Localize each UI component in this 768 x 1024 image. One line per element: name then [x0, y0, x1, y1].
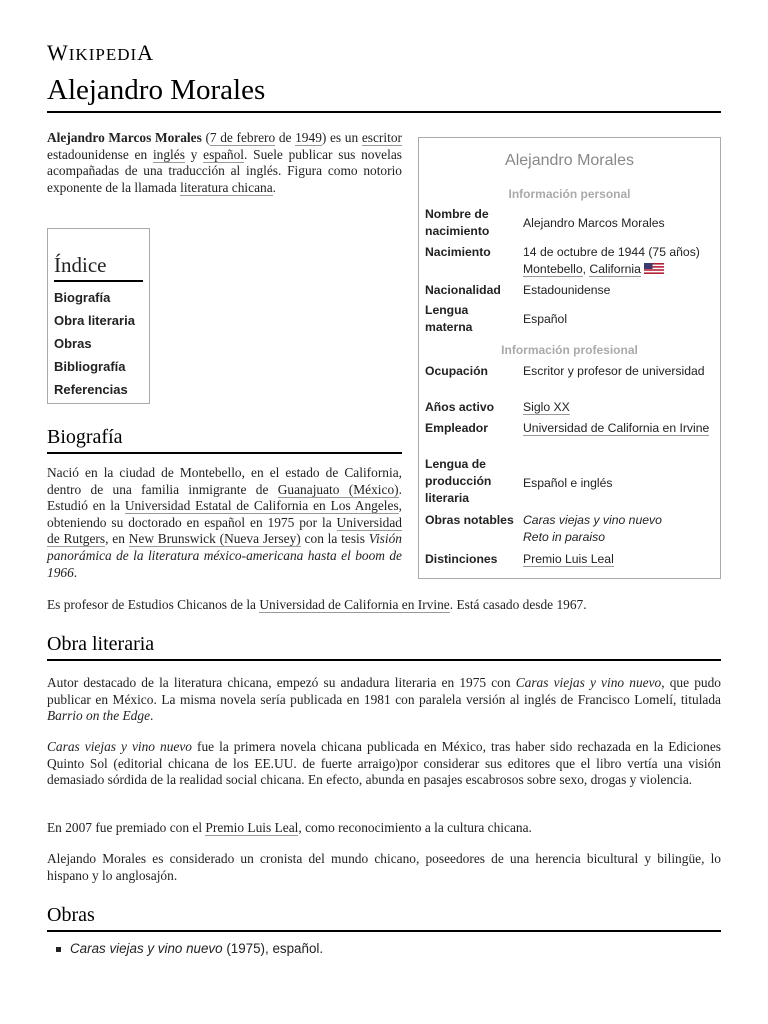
list-item: Caras viejas y vino nuevo (1975), español.	[56, 940, 716, 958]
infobox-label-occupation: Ocupación	[425, 364, 488, 378]
infobox-value-employer	[523, 420, 718, 437]
us-flag-icon	[644, 262, 664, 273]
works-list	[56, 940, 716, 958]
toc-item-biografia[interactable]: Biografía	[54, 290, 111, 305]
infobox	[418, 137, 721, 579]
uc-irvine-link[interactable]: Universidad de California en Irvine	[259, 597, 450, 612]
infobox-header-professional: Información profesional	[501, 343, 638, 357]
infobox-label-nationality: Nacionalidad	[425, 283, 501, 297]
birth-year-link[interactable]: 1949	[295, 130, 322, 145]
section-heading-obra-literaria: Obra literaria	[47, 633, 721, 661]
infobox-value-birth: 14 de octubre de 1944 (75 años) Montebello, California	[523, 245, 700, 276]
toc-item-referencias[interactable]: Referencias	[54, 382, 128, 397]
toc-item-obra-literaria[interactable]: Obra literaria	[54, 313, 135, 328]
table-of-contents	[47, 228, 150, 404]
infobox-label-birth-name: Nombre de nacimiento	[425, 207, 490, 238]
biography-paragraph: Nació en la ciudad de Montebello, en el estado de California, dentro de una familia inmigrante de Guanajuato (México). Estudió en la Universidad Estatal de California en Los Angeles, obteniendo su doctorado en español en 1975 por la Universidad de Rutgers, en New Brunswick (Nueva Jersey) con la tesis Visión panorámica de la literatura méxico-americana hasta el boom de 1966.	[47, 465, 403, 580]
infobox-value-production-language: Español e inglés	[523, 476, 613, 490]
birth-date-link[interactable]: 7 de febrero	[209, 130, 276, 145]
infobox-title: Alejandro Morales	[505, 152, 634, 169]
biography-paragraph-2: Es profesor de Estudios Chicanos de la Universidad de California en Irvine. Está casado desde 1967.	[47, 597, 587, 612]
award-link[interactable]: Premio Luis Leal	[523, 552, 614, 566]
writer-link[interactable]: escritor	[361, 130, 402, 145]
section-heading-obras: Obras	[47, 904, 721, 932]
montebello-link[interactable]: Montebello	[523, 262, 583, 276]
chicano-literature-link[interactable]: literatura chicana	[180, 179, 273, 195]
wikipedia-logo[interactable]: WIKIPEDIA	[47, 40, 155, 65]
california-link[interactable]: California	[589, 262, 641, 276]
infobox-label-notable-works: Obras notables	[425, 513, 514, 527]
infobox-header-personal: Información personal	[508, 187, 631, 201]
infobox-value-birth-name: Alejandro Marcos Morales	[523, 216, 665, 230]
intro-paragraph: Alejandro Marcos Morales (7 de febrero de 1949) es un escritor estadounidense en inglés y español. Suele publicar sus novelas acompañadas de una traducción al inglés. Figura como notorio exponente de la llamada literatura chicana.	[47, 130, 402, 195]
bullet-icon	[56, 947, 61, 952]
infobox-value-awards	[523, 551, 718, 568]
csula-link[interactable]: Universidad Estatal de California en Los Angeles	[124, 498, 399, 514]
infobox-value-notable-works: Caras viejas y vino nuevo Reto in paraiso	[523, 513, 662, 544]
infobox-value-nationality: Estadounidense	[523, 283, 611, 297]
obra-paragraph-4: Alejando Morales es considerado un cronista del mundo chicano, poseedores de una herencia bicultural y bilingüe, lo hispano y lo anglosajón.	[47, 851, 721, 883]
guanajuato-link[interactable]: Guanajuato (México)	[277, 481, 399, 497]
premio-luis-leal-link[interactable]: Premio Luis Leal	[205, 820, 299, 835]
infobox-label-production-language: Lengua de producción literaria	[425, 457, 492, 505]
employer-link[interactable]: Universidad de California en Irvine	[523, 421, 710, 435]
obra-paragraph-2: Caras viejas y vino nuevo fue la primera novela chicana publicada en México, tras haber sido rechazada en la Ediciones Quinto Sol (editorial chicana de los EE.UU. de fuerte arraigo)por considerar sus editores que el libro vertía una visión demasiado sórdida de la realidad social chicana. En efecto, abunda en pasajes escabrosos sobre sexo, drogas y violencia.	[47, 739, 721, 788]
infobox-label-awards: Distinciones	[425, 552, 498, 566]
infobox-value-occupation: Escritor y profesor de universidad	[523, 364, 705, 378]
obra-paragraph-3: En 2007 fue premiado con el Premio Luis Leal, como reconocimiento a la cultura chicana.	[47, 820, 532, 835]
infobox-label-mother-tongue: Lengua materna	[425, 303, 473, 334]
siglo-xx-link[interactable]: Siglo XX	[523, 400, 570, 414]
toc-item-bibliografia[interactable]: Bibliografía	[54, 359, 126, 374]
section-heading-biografia: Biografía	[47, 426, 402, 454]
infobox-label-employer: Empleador	[425, 421, 488, 435]
spanish-link[interactable]: español	[203, 146, 245, 162]
new-brunswick-link[interactable]: New Brunswick (Nueva Jersey)	[128, 531, 301, 547]
infobox-label-years-active: Años activo	[425, 400, 495, 414]
toc-title: Índice	[54, 253, 143, 282]
infobox-label-birth: Nacimiento	[425, 245, 491, 259]
rutgers-link[interactable]: Universidad de Rutgers	[47, 514, 402, 547]
obra-paragraph-1: Autor destacado de la literatura chicana, empezó su andadura literaria en 1975 con Caras viejas y vino nuevo, que pudo publicar en México. La misma novela sería publicada en 1981 con paralela versión al inglés de Francisco Lomelí, titulada Barrio on the Edge.	[47, 675, 721, 724]
page-title: Alejandro Morales	[47, 74, 721, 113]
english-link[interactable]: inglés	[152, 146, 185, 162]
infobox-value-years-active	[523, 399, 718, 416]
toc-item-obras[interactable]: Obras	[54, 336, 92, 351]
infobox-value-mother-tongue: Español	[523, 312, 568, 326]
